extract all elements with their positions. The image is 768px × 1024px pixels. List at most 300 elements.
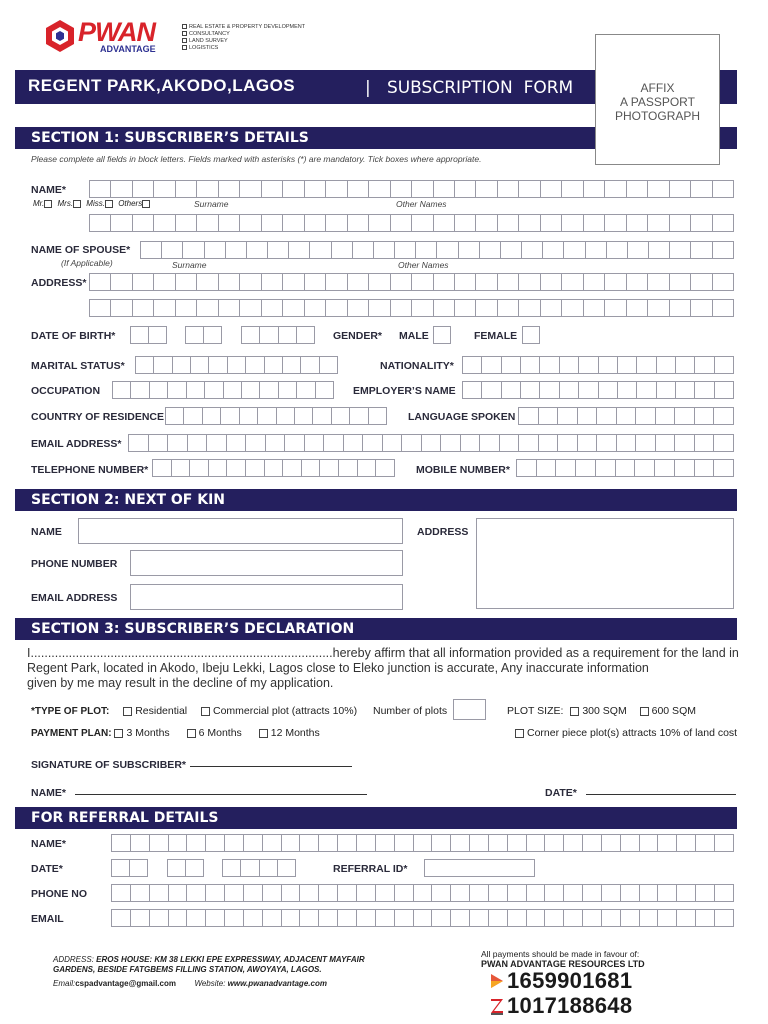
char-cell[interactable] [621, 834, 640, 852]
char-cell[interactable] [313, 407, 331, 425]
char-cell[interactable] [564, 241, 585, 259]
char-cell[interactable] [206, 834, 225, 852]
char-cell[interactable] [150, 834, 169, 852]
char-cell[interactable] [558, 407, 578, 425]
char-cell[interactable] [324, 434, 344, 452]
char-cell[interactable] [564, 884, 583, 902]
char-cell[interactable] [508, 909, 527, 927]
char-cell[interactable] [278, 859, 296, 877]
char-cell[interactable] [621, 884, 640, 902]
char-cell[interactable] [187, 884, 206, 902]
char-cell[interactable] [154, 180, 175, 198]
char-cell[interactable] [527, 909, 546, 927]
char-cell[interactable] [112, 381, 131, 399]
char-cell[interactable] [169, 909, 188, 927]
char-cell[interactable] [176, 299, 197, 317]
char-cell[interactable] [260, 381, 278, 399]
char-cell[interactable] [519, 434, 539, 452]
ref-date-year[interactable] [222, 859, 296, 877]
char-cell[interactable] [605, 299, 626, 317]
char-cell[interactable] [265, 356, 283, 374]
char-cell[interactable] [246, 356, 264, 374]
char-cell[interactable] [348, 299, 369, 317]
12months-checkbox[interactable] [259, 729, 268, 738]
char-cell[interactable] [263, 834, 282, 852]
char-cell[interactable] [154, 214, 175, 232]
decl-name-line[interactable] [75, 794, 367, 795]
char-cell[interactable] [326, 299, 347, 317]
char-cell[interactable] [545, 884, 564, 902]
char-cell[interactable] [140, 241, 162, 259]
char-cell[interactable] [562, 299, 583, 317]
char-cell[interactable] [297, 381, 315, 399]
char-cell[interactable] [508, 834, 527, 852]
char-cell[interactable] [131, 381, 149, 399]
char-cell[interactable] [616, 459, 636, 477]
300sqm-checkbox[interactable] [570, 707, 579, 716]
char-cell[interactable] [656, 434, 676, 452]
char-cell[interactable] [262, 214, 283, 232]
kin-name-field[interactable] [78, 518, 403, 544]
char-cell[interactable] [131, 834, 150, 852]
char-cell[interactable] [240, 273, 261, 291]
char-cell[interactable] [480, 434, 500, 452]
char-cell[interactable] [455, 214, 476, 232]
char-cell[interactable] [209, 459, 228, 477]
employer-boxes[interactable] [462, 381, 734, 399]
char-cell[interactable] [369, 214, 390, 232]
char-cell[interactable] [455, 273, 476, 291]
char-cell[interactable] [111, 909, 131, 927]
char-cell[interactable] [539, 434, 559, 452]
char-cell[interactable] [599, 381, 618, 399]
char-cell[interactable] [263, 909, 282, 927]
char-cell[interactable] [696, 884, 715, 902]
char-cell[interactable] [627, 180, 648, 198]
char-cell[interactable] [433, 326, 451, 344]
3months-checkbox[interactable] [114, 729, 123, 738]
char-cell[interactable] [527, 834, 546, 852]
char-cell[interactable] [332, 241, 353, 259]
country-boxes[interactable] [165, 407, 387, 425]
char-cell[interactable] [338, 909, 357, 927]
char-cell[interactable] [451, 834, 470, 852]
char-cell[interactable] [657, 381, 676, 399]
char-cell[interactable] [297, 326, 315, 344]
char-cell[interactable] [111, 834, 131, 852]
char-cell[interactable] [618, 356, 637, 374]
char-cell[interactable] [348, 180, 369, 198]
char-cell[interactable] [206, 884, 225, 902]
char-cell[interactable] [300, 834, 319, 852]
char-cell[interactable] [462, 356, 482, 374]
char-cell[interactable] [319, 884, 338, 902]
char-cell[interactable] [395, 834, 414, 852]
char-cell[interactable] [670, 180, 691, 198]
char-cell[interactable] [451, 909, 470, 927]
ref-date-day[interactable] [111, 859, 148, 877]
kin-phone-field[interactable] [130, 550, 403, 576]
char-cell[interactable] [455, 180, 476, 198]
passport-photo-box[interactable] [595, 34, 720, 165]
char-cell[interactable] [695, 459, 715, 477]
char-cell[interactable] [696, 909, 715, 927]
char-cell[interactable] [637, 381, 656, 399]
char-cell[interactable] [432, 884, 451, 902]
char-cell[interactable] [348, 273, 369, 291]
char-cell[interactable] [480, 241, 501, 259]
char-cell[interactable] [205, 381, 223, 399]
char-cell[interactable] [677, 909, 696, 927]
char-cell[interactable] [191, 356, 209, 374]
char-cell[interactable] [578, 407, 598, 425]
char-cell[interactable] [584, 180, 605, 198]
website-link[interactable]: www.pwanadvantage.com [227, 979, 327, 988]
num-plots-field[interactable] [453, 699, 486, 720]
char-cell[interactable] [586, 241, 607, 259]
char-cell[interactable] [416, 241, 437, 259]
char-cell[interactable] [168, 381, 186, 399]
char-cell[interactable] [560, 356, 579, 374]
char-cell[interactable] [675, 459, 695, 477]
char-cell[interactable] [434, 214, 455, 232]
char-cell[interactable] [489, 909, 508, 927]
char-cell[interactable] [391, 273, 412, 291]
char-cell[interactable] [714, 459, 734, 477]
char-cell[interactable] [605, 180, 626, 198]
surname-boxes[interactable] [89, 180, 734, 198]
char-cell[interactable] [579, 356, 598, 374]
char-cell[interactable] [489, 834, 508, 852]
char-cell[interactable] [197, 214, 218, 232]
char-cell[interactable] [655, 459, 675, 477]
char-cell[interactable] [564, 909, 583, 927]
char-cell[interactable] [617, 434, 637, 452]
char-cell[interactable] [562, 214, 583, 232]
char-cell[interactable] [205, 241, 226, 259]
char-cell[interactable] [326, 214, 347, 232]
corner-plot-checkbox[interactable] [515, 729, 524, 738]
checkbox[interactable] [142, 200, 150, 208]
char-cell[interactable] [150, 884, 169, 902]
char-cell[interactable] [225, 834, 244, 852]
dob-day-boxes[interactable] [130, 326, 167, 344]
char-cell[interactable] [258, 407, 276, 425]
char-cell[interactable] [383, 434, 403, 452]
char-cell[interactable] [607, 241, 628, 259]
char-cell[interactable] [501, 241, 522, 259]
char-cell[interactable] [412, 273, 433, 291]
char-cell[interactable] [133, 273, 154, 291]
char-cell[interactable] [369, 273, 390, 291]
char-cell[interactable] [627, 214, 648, 232]
char-cell[interactable] [219, 214, 240, 232]
char-cell[interactable] [676, 356, 695, 374]
female-box[interactable] [522, 326, 540, 344]
commercial-checkbox[interactable] [201, 707, 210, 716]
char-cell[interactable] [184, 407, 202, 425]
char-cell[interactable] [260, 326, 278, 344]
char-cell[interactable] [715, 909, 734, 927]
char-cell[interactable] [434, 180, 455, 198]
char-cell[interactable] [521, 356, 540, 374]
char-cell[interactable] [391, 299, 412, 317]
char-cell[interactable] [715, 356, 734, 374]
char-cell[interactable] [305, 299, 326, 317]
char-cell[interactable] [437, 241, 458, 259]
char-cell[interactable] [225, 909, 244, 927]
char-cell[interactable] [714, 434, 734, 452]
occupation-boxes[interactable] [112, 381, 334, 399]
char-cell[interactable] [648, 299, 669, 317]
char-cell[interactable] [395, 884, 414, 902]
char-cell[interactable] [173, 356, 191, 374]
char-cell[interactable] [635, 459, 655, 477]
char-cell[interactable] [305, 273, 326, 291]
char-cell[interactable] [300, 909, 319, 927]
char-cell[interactable] [434, 299, 455, 317]
char-cell[interactable] [695, 381, 714, 399]
ref-id-field[interactable] [424, 859, 535, 877]
char-cell[interactable] [696, 834, 715, 852]
char-cell[interactable] [190, 459, 209, 477]
char-cell[interactable] [268, 241, 289, 259]
char-cell[interactable] [541, 214, 562, 232]
char-cell[interactable] [295, 407, 313, 425]
char-cell[interactable] [640, 834, 659, 852]
char-cell[interactable] [369, 407, 387, 425]
char-cell[interactable] [289, 241, 310, 259]
char-cell[interactable] [241, 326, 260, 344]
char-cell[interactable] [89, 214, 111, 232]
char-cell[interactable] [522, 326, 540, 344]
char-cell[interactable] [562, 273, 583, 291]
char-cell[interactable] [207, 434, 227, 452]
char-cell[interactable] [302, 459, 321, 477]
char-cell[interactable] [541, 273, 562, 291]
char-cell[interactable] [539, 407, 559, 425]
char-cell[interactable] [305, 434, 325, 452]
char-cell[interactable] [262, 273, 283, 291]
char-cell[interactable] [131, 909, 150, 927]
ref-phone-boxes[interactable] [111, 884, 734, 902]
checkbox[interactable] [105, 200, 113, 208]
char-cell[interactable] [482, 381, 501, 399]
char-cell[interactable] [597, 434, 617, 452]
char-cell[interactable] [414, 884, 433, 902]
char-cell[interactable] [476, 299, 497, 317]
char-cell[interactable] [636, 434, 656, 452]
char-cell[interactable] [508, 884, 527, 902]
char-cell[interactable] [279, 381, 297, 399]
othernames-boxes[interactable] [89, 214, 734, 232]
char-cell[interactable] [648, 273, 669, 291]
char-cell[interactable] [338, 884, 357, 902]
char-cell[interactable] [316, 381, 334, 399]
char-cell[interactable] [111, 273, 132, 291]
telephone-boxes[interactable] [152, 459, 395, 477]
char-cell[interactable] [677, 834, 696, 852]
char-cell[interactable] [305, 214, 326, 232]
ref-date-month[interactable] [167, 859, 204, 877]
char-cell[interactable] [649, 241, 670, 259]
char-cell[interactable] [602, 884, 621, 902]
char-cell[interactable] [543, 241, 564, 259]
char-cell[interactable] [89, 273, 111, 291]
char-cell[interactable] [391, 180, 412, 198]
char-cell[interactable] [350, 407, 368, 425]
char-cell[interactable] [519, 180, 540, 198]
char-cell[interactable] [357, 909, 376, 927]
char-cell[interactable] [169, 834, 188, 852]
char-cell[interactable] [691, 299, 712, 317]
char-cell[interactable] [713, 241, 734, 259]
char-cell[interactable] [260, 859, 278, 877]
char-cell[interactable] [154, 356, 172, 374]
char-cell[interactable] [338, 834, 357, 852]
char-cell[interactable] [627, 299, 648, 317]
char-cell[interactable] [583, 834, 602, 852]
char-cell[interactable] [219, 180, 240, 198]
char-cell[interactable] [241, 859, 259, 877]
char-cell[interactable] [279, 326, 297, 344]
char-cell[interactable] [414, 834, 433, 852]
char-cell[interactable] [461, 434, 481, 452]
char-cell[interactable] [579, 381, 598, 399]
char-cell[interactable] [376, 834, 395, 852]
char-cell[interactable] [576, 459, 596, 477]
char-cell[interactable] [476, 214, 497, 232]
char-cell[interactable] [691, 180, 712, 198]
char-cell[interactable] [219, 299, 240, 317]
char-cell[interactable] [277, 407, 295, 425]
char-cell[interactable] [339, 459, 358, 477]
char-cell[interactable] [376, 884, 395, 902]
char-cell[interactable] [363, 434, 383, 452]
char-cell[interactable] [691, 273, 712, 291]
char-cell[interactable] [133, 180, 154, 198]
char-cell[interactable] [240, 299, 261, 317]
char-cell[interactable] [369, 180, 390, 198]
char-cell[interactable] [283, 273, 304, 291]
char-cell[interactable] [402, 434, 422, 452]
char-cell[interactable] [648, 214, 669, 232]
char-cell[interactable] [621, 909, 640, 927]
char-cell[interactable] [176, 180, 197, 198]
char-cell[interactable] [225, 884, 244, 902]
char-cell[interactable] [414, 909, 433, 927]
checkbox[interactable] [44, 200, 52, 208]
char-cell[interactable] [162, 241, 183, 259]
char-cell[interactable] [186, 859, 204, 877]
signature-line[interactable] [190, 766, 352, 767]
char-cell[interactable] [498, 273, 519, 291]
char-cell[interactable] [470, 834, 489, 852]
char-cell[interactable] [172, 459, 191, 477]
char-cell[interactable] [357, 834, 376, 852]
language-boxes[interactable] [518, 407, 734, 425]
char-cell[interactable] [602, 834, 621, 852]
char-cell[interactable] [489, 884, 508, 902]
char-cell[interactable] [187, 834, 206, 852]
char-cell[interactable] [691, 241, 712, 259]
char-cell[interactable] [537, 459, 557, 477]
char-cell[interactable] [627, 273, 648, 291]
char-cell[interactable] [348, 214, 369, 232]
char-cell[interactable] [228, 356, 246, 374]
600sqm-checkbox[interactable] [640, 707, 649, 716]
char-cell[interactable] [283, 299, 304, 317]
char-cell[interactable] [242, 381, 260, 399]
char-cell[interactable] [564, 834, 583, 852]
char-cell[interactable] [320, 459, 339, 477]
char-cell[interactable] [498, 214, 519, 232]
char-cell[interactable] [605, 273, 626, 291]
char-cell[interactable] [584, 273, 605, 291]
char-cell[interactable] [111, 214, 132, 232]
dob-year-boxes[interactable] [241, 326, 315, 344]
char-cell[interactable] [519, 214, 540, 232]
char-cell[interactable] [326, 180, 347, 198]
char-cell[interactable] [265, 459, 284, 477]
char-cell[interactable] [602, 909, 621, 927]
char-cell[interactable] [518, 407, 539, 425]
char-cell[interactable] [715, 884, 734, 902]
char-cell[interactable] [502, 381, 521, 399]
char-cell[interactable] [695, 407, 715, 425]
marital-boxes[interactable] [135, 356, 338, 374]
char-cell[interactable] [197, 273, 218, 291]
char-cell[interactable] [640, 884, 659, 902]
char-cell[interactable] [285, 434, 305, 452]
char-cell[interactable] [675, 434, 695, 452]
char-cell[interactable] [470, 909, 489, 927]
char-cell[interactable] [262, 299, 283, 317]
char-cell[interactable] [522, 241, 543, 259]
ref-email-boxes[interactable] [111, 909, 734, 927]
char-cell[interactable] [133, 299, 154, 317]
char-cell[interactable] [470, 884, 489, 902]
char-cell[interactable] [165, 407, 184, 425]
char-cell[interactable] [319, 834, 338, 852]
ref-name-boxes[interactable] [111, 834, 734, 852]
char-cell[interactable] [244, 909, 263, 927]
char-cell[interactable] [695, 356, 714, 374]
char-cell[interactable] [412, 180, 433, 198]
char-cell[interactable] [451, 884, 470, 902]
char-cell[interactable] [188, 434, 208, 452]
char-cell[interactable] [519, 299, 540, 317]
char-cell[interactable] [628, 241, 649, 259]
char-cell[interactable] [222, 859, 241, 877]
char-cell[interactable] [516, 459, 537, 477]
char-cell[interactable] [310, 241, 331, 259]
char-cell[interactable] [169, 884, 188, 902]
char-cell[interactable] [224, 381, 242, 399]
char-cell[interactable] [658, 884, 677, 902]
char-cell[interactable] [319, 909, 338, 927]
char-cell[interactable] [482, 356, 501, 374]
char-cell[interactable] [283, 214, 304, 232]
char-cell[interactable] [691, 214, 712, 232]
char-cell[interactable] [149, 326, 167, 344]
char-cell[interactable] [219, 273, 240, 291]
char-cell[interactable] [476, 180, 497, 198]
char-cell[interactable] [636, 407, 656, 425]
char-cell[interactable] [282, 834, 301, 852]
char-cell[interactable] [675, 407, 695, 425]
char-cell[interactable] [545, 834, 564, 852]
